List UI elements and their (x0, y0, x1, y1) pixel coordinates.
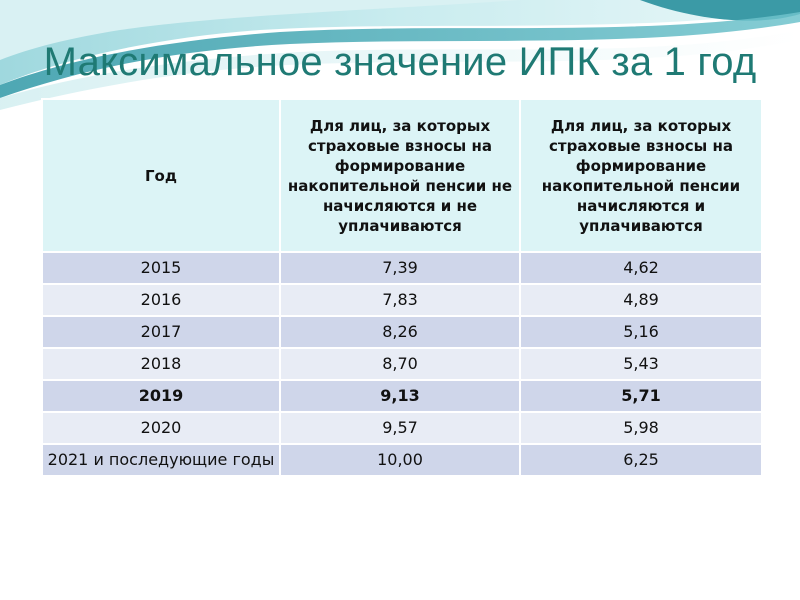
header-year: Год (42, 99, 280, 252)
ipk-table (41, 98, 763, 477)
value-with-cell: 6,25 (520, 444, 762, 476)
value-without-cell: 9,57 (280, 412, 520, 444)
year-cell: 2020 (42, 412, 280, 444)
year-cell: 2015 (42, 252, 280, 284)
slide-title: Максимальное значение ИПК за 1 год (43, 40, 757, 84)
header-with-contributions: Для лиц, за которых страховые взносы на формирование накопительной пенсии начисляются и уплачиваются (520, 99, 762, 252)
value-with-cell: 5,98 (520, 412, 762, 444)
year-cell: 2017 (42, 316, 280, 348)
year-cell: 2016 (42, 284, 280, 316)
table-row (42, 316, 762, 348)
header-without-contributions: Для лиц, за которых страховые взносы на формирование накопительной пенсии не начисляются и не уплачиваются (280, 99, 520, 252)
table-header-row (42, 99, 762, 252)
table-row (42, 412, 762, 444)
table-row (42, 348, 762, 380)
year-cell: 2021 и последующие годы (42, 444, 280, 476)
table-row (42, 284, 762, 316)
value-with-cell: 4,89 (520, 284, 762, 316)
table-row-highlighted (42, 380, 762, 412)
value-without-cell: 8,70 (280, 348, 520, 380)
value-without-cell: 7,39 (280, 252, 520, 284)
value-with-cell: 5,43 (520, 348, 762, 380)
value-without-cell: 8,26 (280, 316, 520, 348)
table-row (42, 252, 762, 284)
value-with-cell: 5,71 (520, 380, 762, 412)
value-without-cell: 7,83 (280, 284, 520, 316)
year-cell: 2018 (42, 348, 280, 380)
year-cell: 2019 (42, 380, 280, 412)
table-row (42, 444, 762, 476)
value-without-cell: 10,00 (280, 444, 520, 476)
value-without-cell: 9,13 (280, 380, 520, 412)
value-with-cell: 5,16 (520, 316, 762, 348)
value-with-cell: 4,62 (520, 252, 762, 284)
